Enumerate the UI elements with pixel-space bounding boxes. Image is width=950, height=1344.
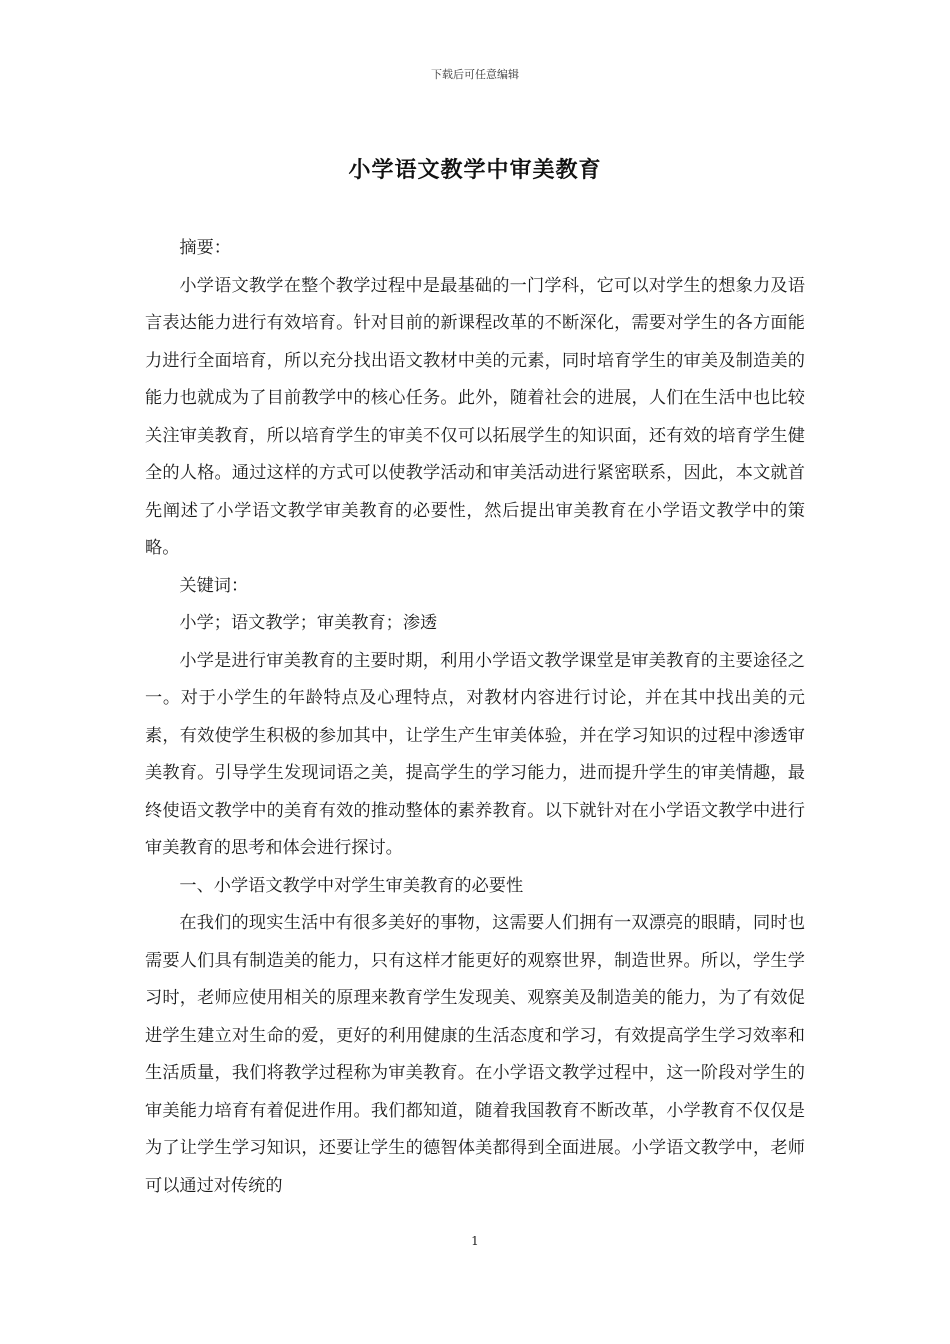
section-heading-1: 一、小学语文教学中对学生审美教育的必要性 — [179, 875, 524, 896]
document-body — [145, 230, 805, 1205]
document-title: 小学语文教学中审美教育 — [348, 157, 602, 183]
page-number: 1 — [471, 1234, 479, 1248]
section-paragraph-1: 在我们的现实生活中有很多美好的事物，这需要人们拥有一双漂亮的眼睛，同时也需要人们具有制造美的能力，只有这样才能更好的观察世界，制造世界。所以，学生学习时，老师应使用相关的原理来教育学生发现美、观察美及制造美的能力，为了有效促进学生建立对生命的爱，更好的利用健康的生活态度和学习，有效提高学生学习效率和生活质量，我们将教学过程称为审美教育。在小学语文教学过程中，这一阶段对学生的审美能力培育有着促进作用。我们都知道，随着我国教育不断改革，小学教育不仅仅是为了让学生学习知识，还要让学生的德智体美都得到全面进展。小学语文教学中，老师可以通过对传统的 — [145, 913, 805, 1196]
intro-paragraph: 小学是进行审美教育的主要时期，利用小学语文教学课堂是审美教育的主要途径之一。对于小学生的年龄特点及心理特点，对教材内容进行讨论，并在其中找出美的元素，有效使学生积极的参加其中，让学生产生审美体验，并在学习知识的过程中渗透审美教育。引导学生发现词语之美，提高学生的学习能力，进而提升学生的审美情趣，最终使语文教学中的美育有效的推动整体的素养教育。以下就针对在小学语文教学中进行审美教育的思考和体会进行探讨。 — [145, 650, 805, 858]
keywords-list: 小学；语文教学；审美教育；渗透 — [179, 613, 438, 633]
header-note: 下载后可任意编辑 — [431, 68, 519, 81]
keywords-heading: 关键词： — [179, 575, 249, 596]
abstract-paragraph: 小学语文教学在整个教学过程中是最基础的一门学科，它可以对学生的想象力及语言表达能力进行有效培育。针对目前的新课程改革的不断深化，需要对学生的各方面能力进行全面培育，所以充分找出语文教材中美的元素，同时培育学生的审美及制造美的能力也就成为了目前教学中的核心任务。此外，随着社会的进展，人们在生活中也比较关注审美教育，所以培育学生的审美不仅可以拓展学生的知识面，还有效的培育学生健全的人格。通过这样的方式可以使教学活动和审美活动进行紧密联系，因此，本文就首先阐述了小学语文教学审美教育的必要性，然后提出审美教育在小学语文教学中的策略。 — [145, 275, 805, 558]
abstract-heading: 摘要： — [179, 238, 231, 258]
